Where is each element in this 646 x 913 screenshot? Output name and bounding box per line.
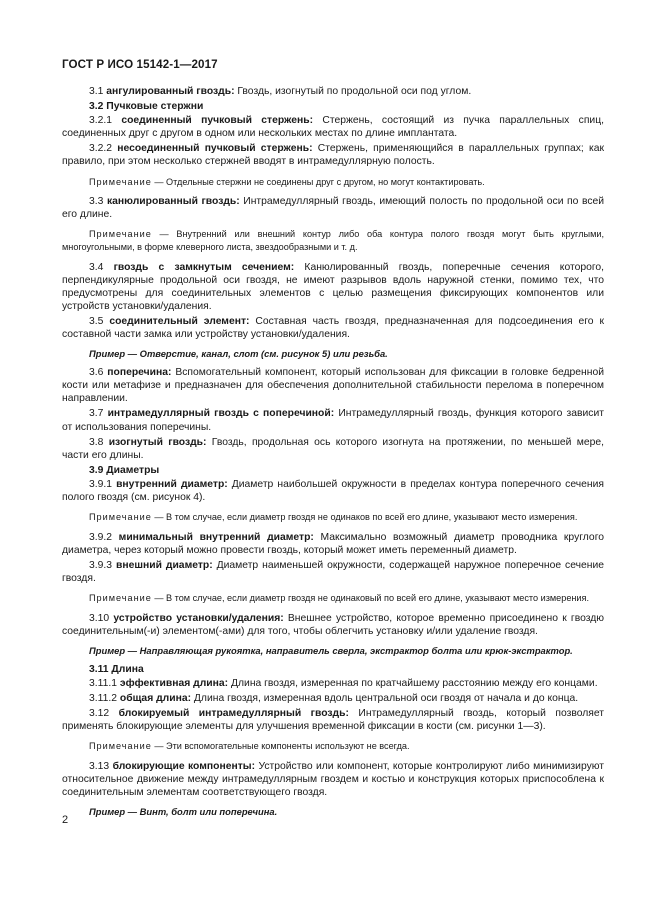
definition-3-2-1: 3.2.1 соединенный пучковый стержень: Стержень, состоящий из пучка параллельных спиц, соединенных друг с другом в одном или нескольких местах по длине имплантата. [62, 115, 604, 140]
note: Примечание — В том случае, если диаметр гвоздя не одинаков по всей его длине, указывают место измерения. [89, 512, 578, 523]
example: Пример — Винт, болт или поперечина. [89, 806, 278, 818]
definition-3-7: 3.7 интрамедуллярный гвоздь с поперечиной: Интрамедуллярный гвоздь, функция которого зависит от использования поперечины. [62, 408, 604, 433]
definition-3-3: 3.3 канюлированный гвоздь: Интрамедуллярный гвоздь, имеющий полость по продольной оси по всей его длине. [62, 196, 605, 221]
definition-3-5: 3.5 соединительный элемент: Составная часть гвоздя, предназначенная для подсоединения его к составной части замка или устройству установки/удаления. [62, 315, 604, 340]
note: Примечание — Эти вспомогательные компоненты используют не всегда. [89, 741, 410, 752]
definition-3-11-2: 3.11.2 общая длина: Длина гвоздя, измеренная вдоль центральной оси гвоздя от начала и до конца. [89, 693, 579, 705]
note: Примечание — Внутренний или внешний контур либо оба контура полого гвоздя могут быть круглыми, многоугольными, в форме клеверного листа, звездообразными и т. д. [62, 229, 604, 252]
section-heading-3-9: 3.9 Диаметры [89, 464, 160, 476]
definition-3-1: 3.1 ангулированный гвоздь: Гвоздь, изогнутый по продольной оси под углом. [89, 86, 472, 97]
definition-3-11-1: 3.11.1 эффективная длина: Длина гвоздя, измеренная по кратчайшему расстоянию между его концами. [89, 678, 598, 690]
example: Пример — Отверстие, канал, слот (см. рисунок 5) или резьба. [89, 348, 388, 360]
definition-3-2-2: 3.2.2 несоединенный пучковый стержень: Стержень, применяющийся в параллельных группах; как правило, при этом несколько стержней вводят в интрамедуллярную полость. [62, 143, 604, 168]
definition-3-12: 3.12 блокируемый интрамедуллярный гвоздь: Интрамедуллярный гвоздь, который позволяет применять блокирующие элементы для улучшения временной фиксации в кости (см. рисунки 1—3). [62, 708, 605, 733]
section-heading-3-11: 3.11 Длина [89, 663, 144, 675]
page-number: 2 [62, 814, 69, 826]
note: Примечание — Отдельные стержни не соединены друг с другом, но могут контактировать. [89, 176, 485, 187]
document-body [62, 85, 604, 824]
definition-3-9-2: 3.9.2 минимальный внутренний диаметр: Максимально возможный диаметр проводника круглого диаметра, через который можно провести гвоздь, который может иметь переменный диаметр. [62, 531, 604, 556]
definition-3-13: 3.13 блокирующие компоненты: Устройство или компонент, которые контролируют либо минимизируют относительное движение между интрамедуллярным гвоздем и костью и конструкция которых приспособлена к соединительным элементам соответствующего гвоздя. [62, 761, 605, 799]
example: Пример — Направляющая рукоятка, направитель сверла, экстрактор болта или крюк-экстрактор. [89, 644, 573, 656]
definition-3-8: 3.8 изогнутый гвоздь: Гвоздь, продольная ось которого изогнута на протяжении, по меньшей мере, части его длины. [62, 436, 605, 461]
note: Примечание — В том случае, если диаметр гвоздя не одинаковый по всей его длине, указывают место измерения. [89, 593, 590, 604]
definition-3-9-1: 3.9.1 внутренний диаметр: Диаметр наибольшей окружности в пределах контура поперечного сечения полого гвоздя (см. рисунок 4). [62, 478, 604, 504]
document-header: ГОСТ Р ИСО 15142-1—2017 [62, 58, 218, 71]
section-heading-3-2: 3.2 Пучковые стержни [89, 101, 204, 113]
definition-3-10: 3.10 устройство установки/удаления: Внешнее устройство, которое временно присоединено к гвоздю соединительным(-и) элементом(-ами) для того, чтобы облегчить установку и/или удаление гвоздя. [62, 612, 605, 637]
definition-3-6: 3.6 поперечина: Вспомогательный компонент, который использован для фиксации в головке бедренной кости или метафизе и предназначен для обеспечения дополнительной стабильности перелома в поперечном направлении. [62, 367, 604, 405]
definition-3-4: 3.4 гвоздь с замкнутым сечением: Канюлированный гвоздь, поперечные сечения которого, перпендикулярные продольной оси гвоздя, не имеют разрывов вдоль наружной стенки, помимо тех, что предусмотрены для соединительных элементов с целью размещения фиксирующих компонентов или устройств установки/удаления. [62, 261, 605, 312]
definition-3-9-3: 3.9.3 внешний диаметр: Диаметр наименьшей окружности, содержащей наружное поперечное сечение гвоздя. [62, 559, 605, 584]
